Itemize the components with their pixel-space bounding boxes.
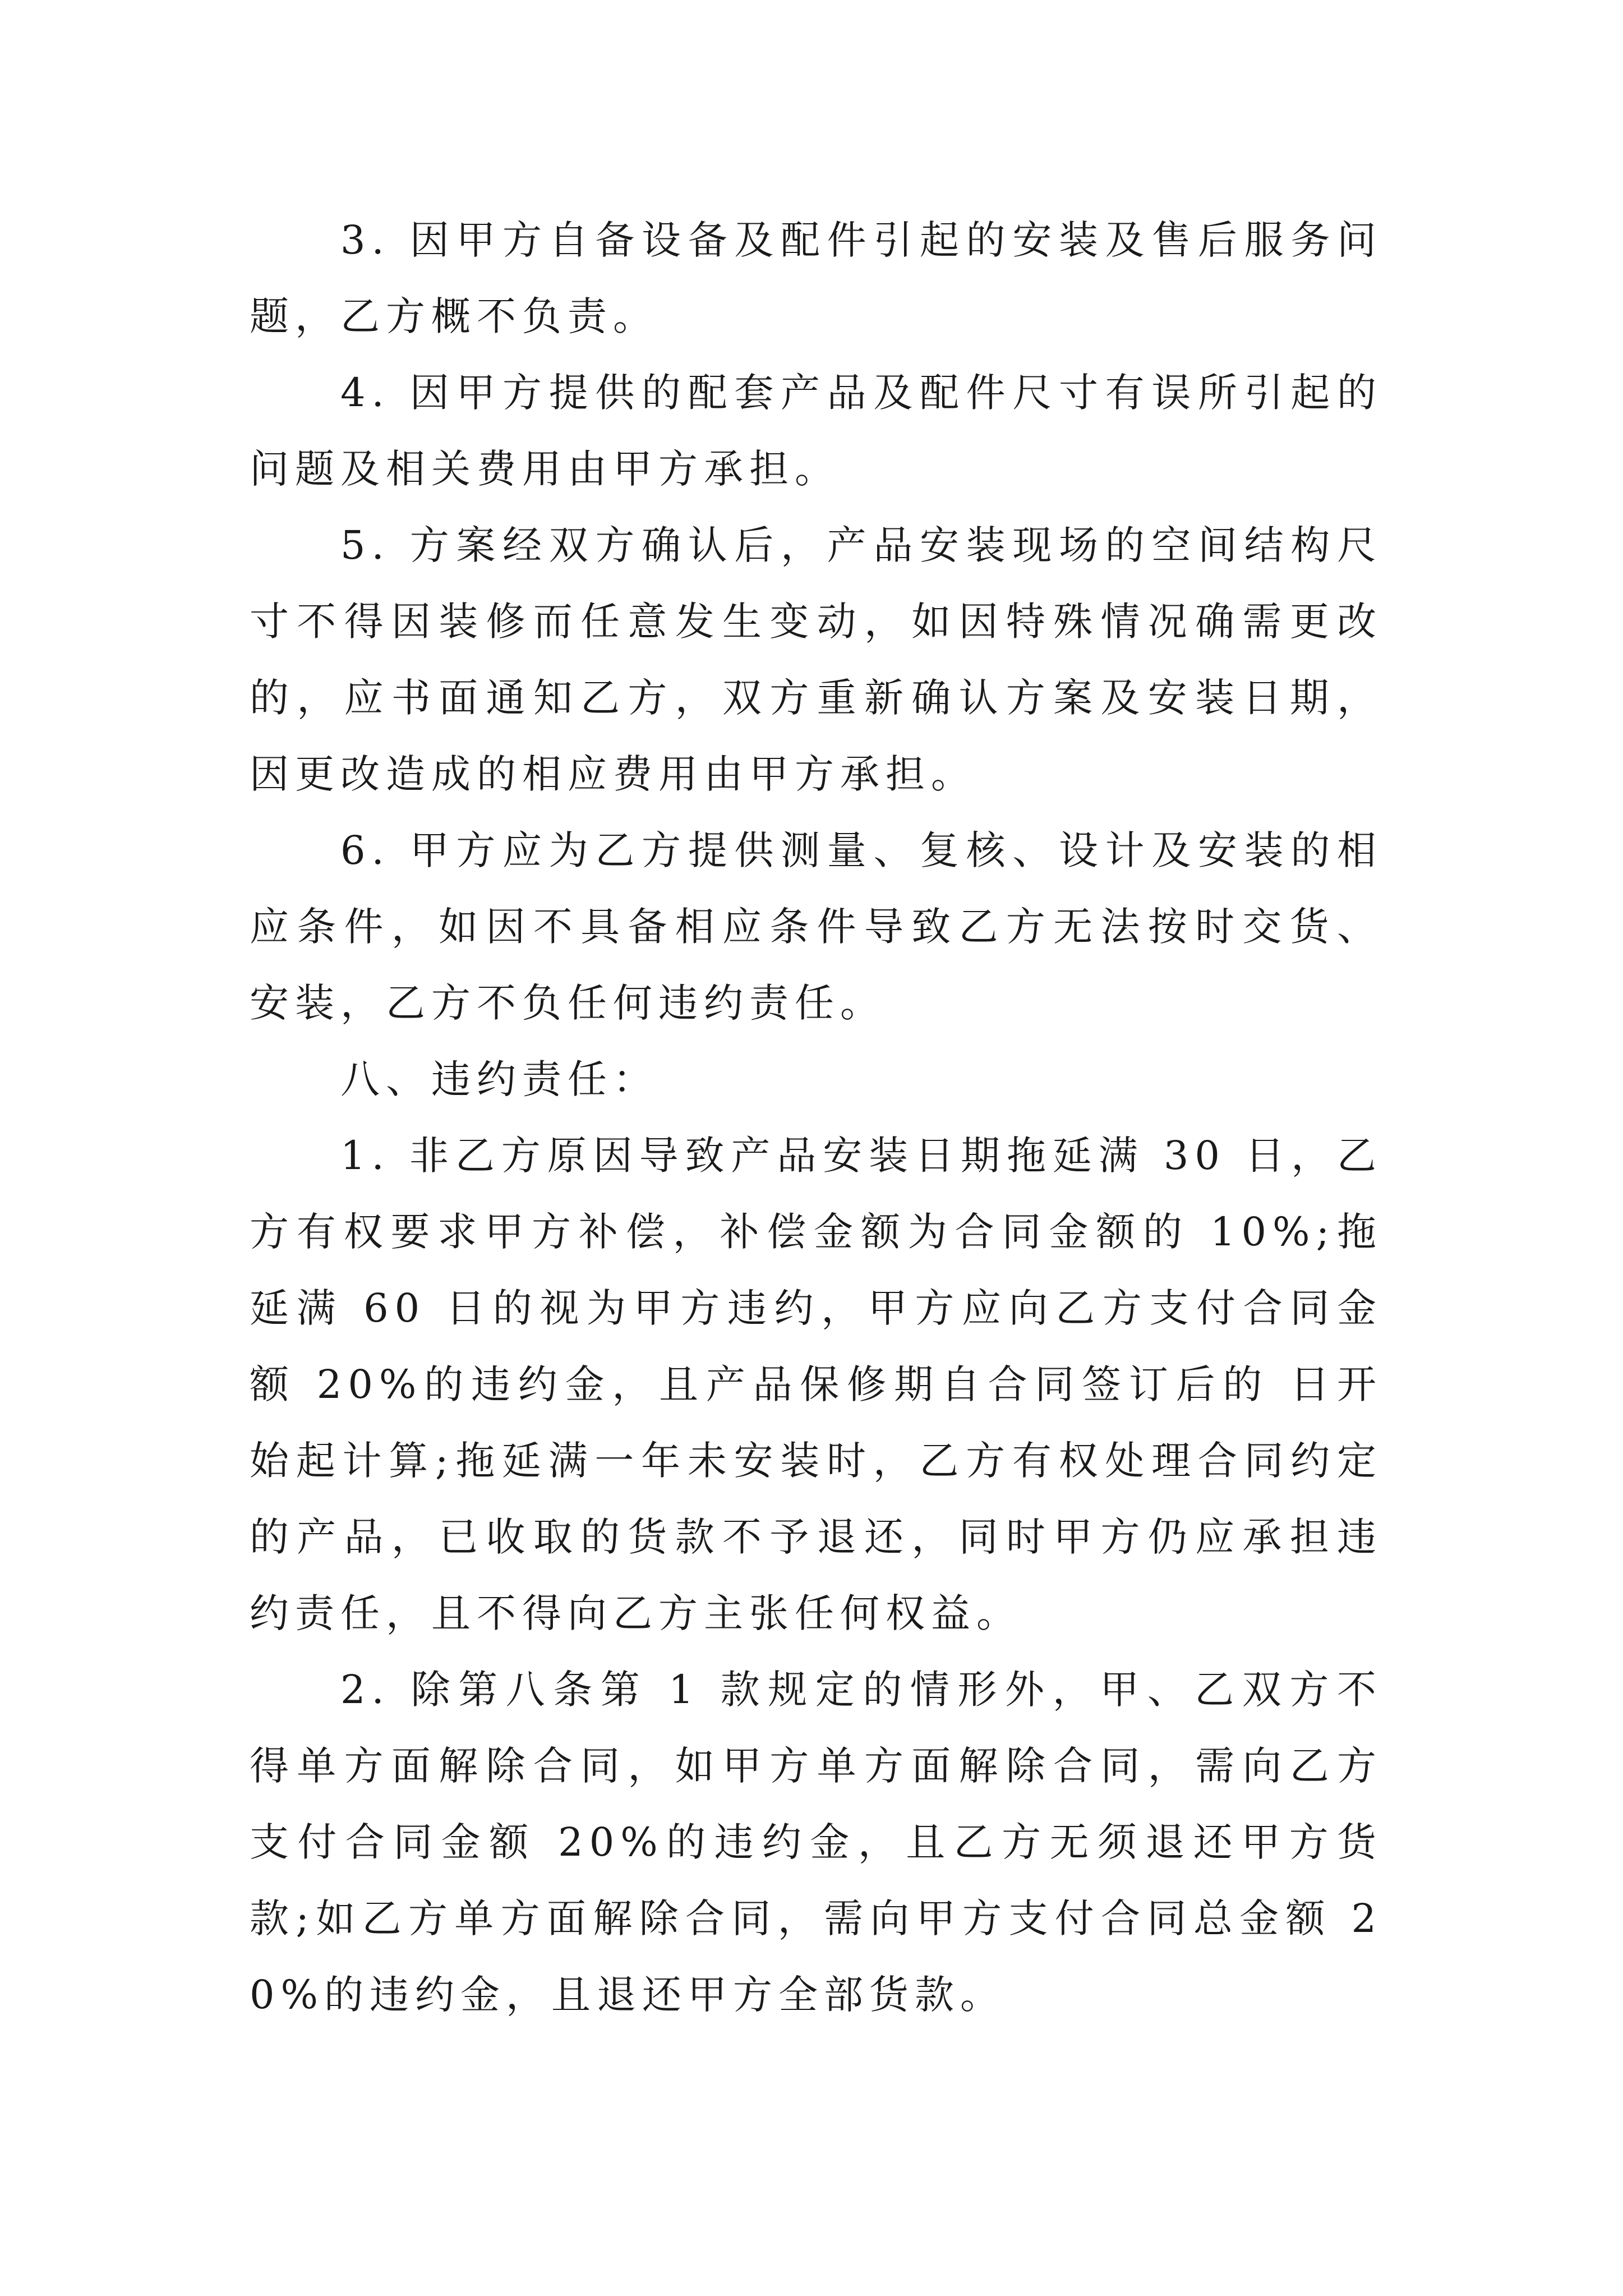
clause-paragraph: 5. 方案经双方确认后，产品安装现场的空间结构尺寸不得因装修而任意发生变动，如因特殊情况确需更改的，应书面通知乙方，双方重新确认方案及安装日期，因更改造成的相应费用由甲方承担。 xyxy=(250,522,1382,797)
clause-paragraph: 1. 非乙方原因导致产品安装日期拖延满 30 日，乙方有权要求甲方补偿，补偿金额为合同金额的 10%;拖延满 60 日的视为甲方违约，甲方应向乙方支付合同金额 20%的违约金，且产品保修期自合同签订后的 日开始起计算;拖延满一年未安装时，乙方有权处理合同约定的产品，已收取的货款不予退还，同时甲方仍应承担违约责任，且不得向乙方主张任何权益。 xyxy=(250,1133,1382,1636)
clause-paragraph: 4. 因甲方提供的配套产品及配件尺寸有误所引起的问题及相关费用由甲方承担。 xyxy=(250,370,1382,492)
clause-paragraph: 3. 因甲方自备设备及配件引起的安装及售后服务问题，乙方概不负责。 xyxy=(250,217,1382,339)
clause-paragraph: 6. 甲方应为乙方提供测量、复核、设计及安装的相应条件，如因不具备相应条件导致乙方无法按时交货、安装，乙方不负任何违约责任。 xyxy=(250,827,1382,1026)
section-heading: 八、违约责任： xyxy=(340,1056,658,1102)
clause-paragraph: 2. 除第八条第 1 款规定的情形外，甲、乙双方不得单方面解除合同，如甲方单方面解除合同，需向乙方支付合同金额 20%的违约金，且乙方无须退还甲方货款;如乙方单方面解除合同，需向甲方支付合同总金额 20%的违约金，且退还甲方全部货款。 xyxy=(250,1667,1382,2018)
document-body xyxy=(250,202,1382,2033)
